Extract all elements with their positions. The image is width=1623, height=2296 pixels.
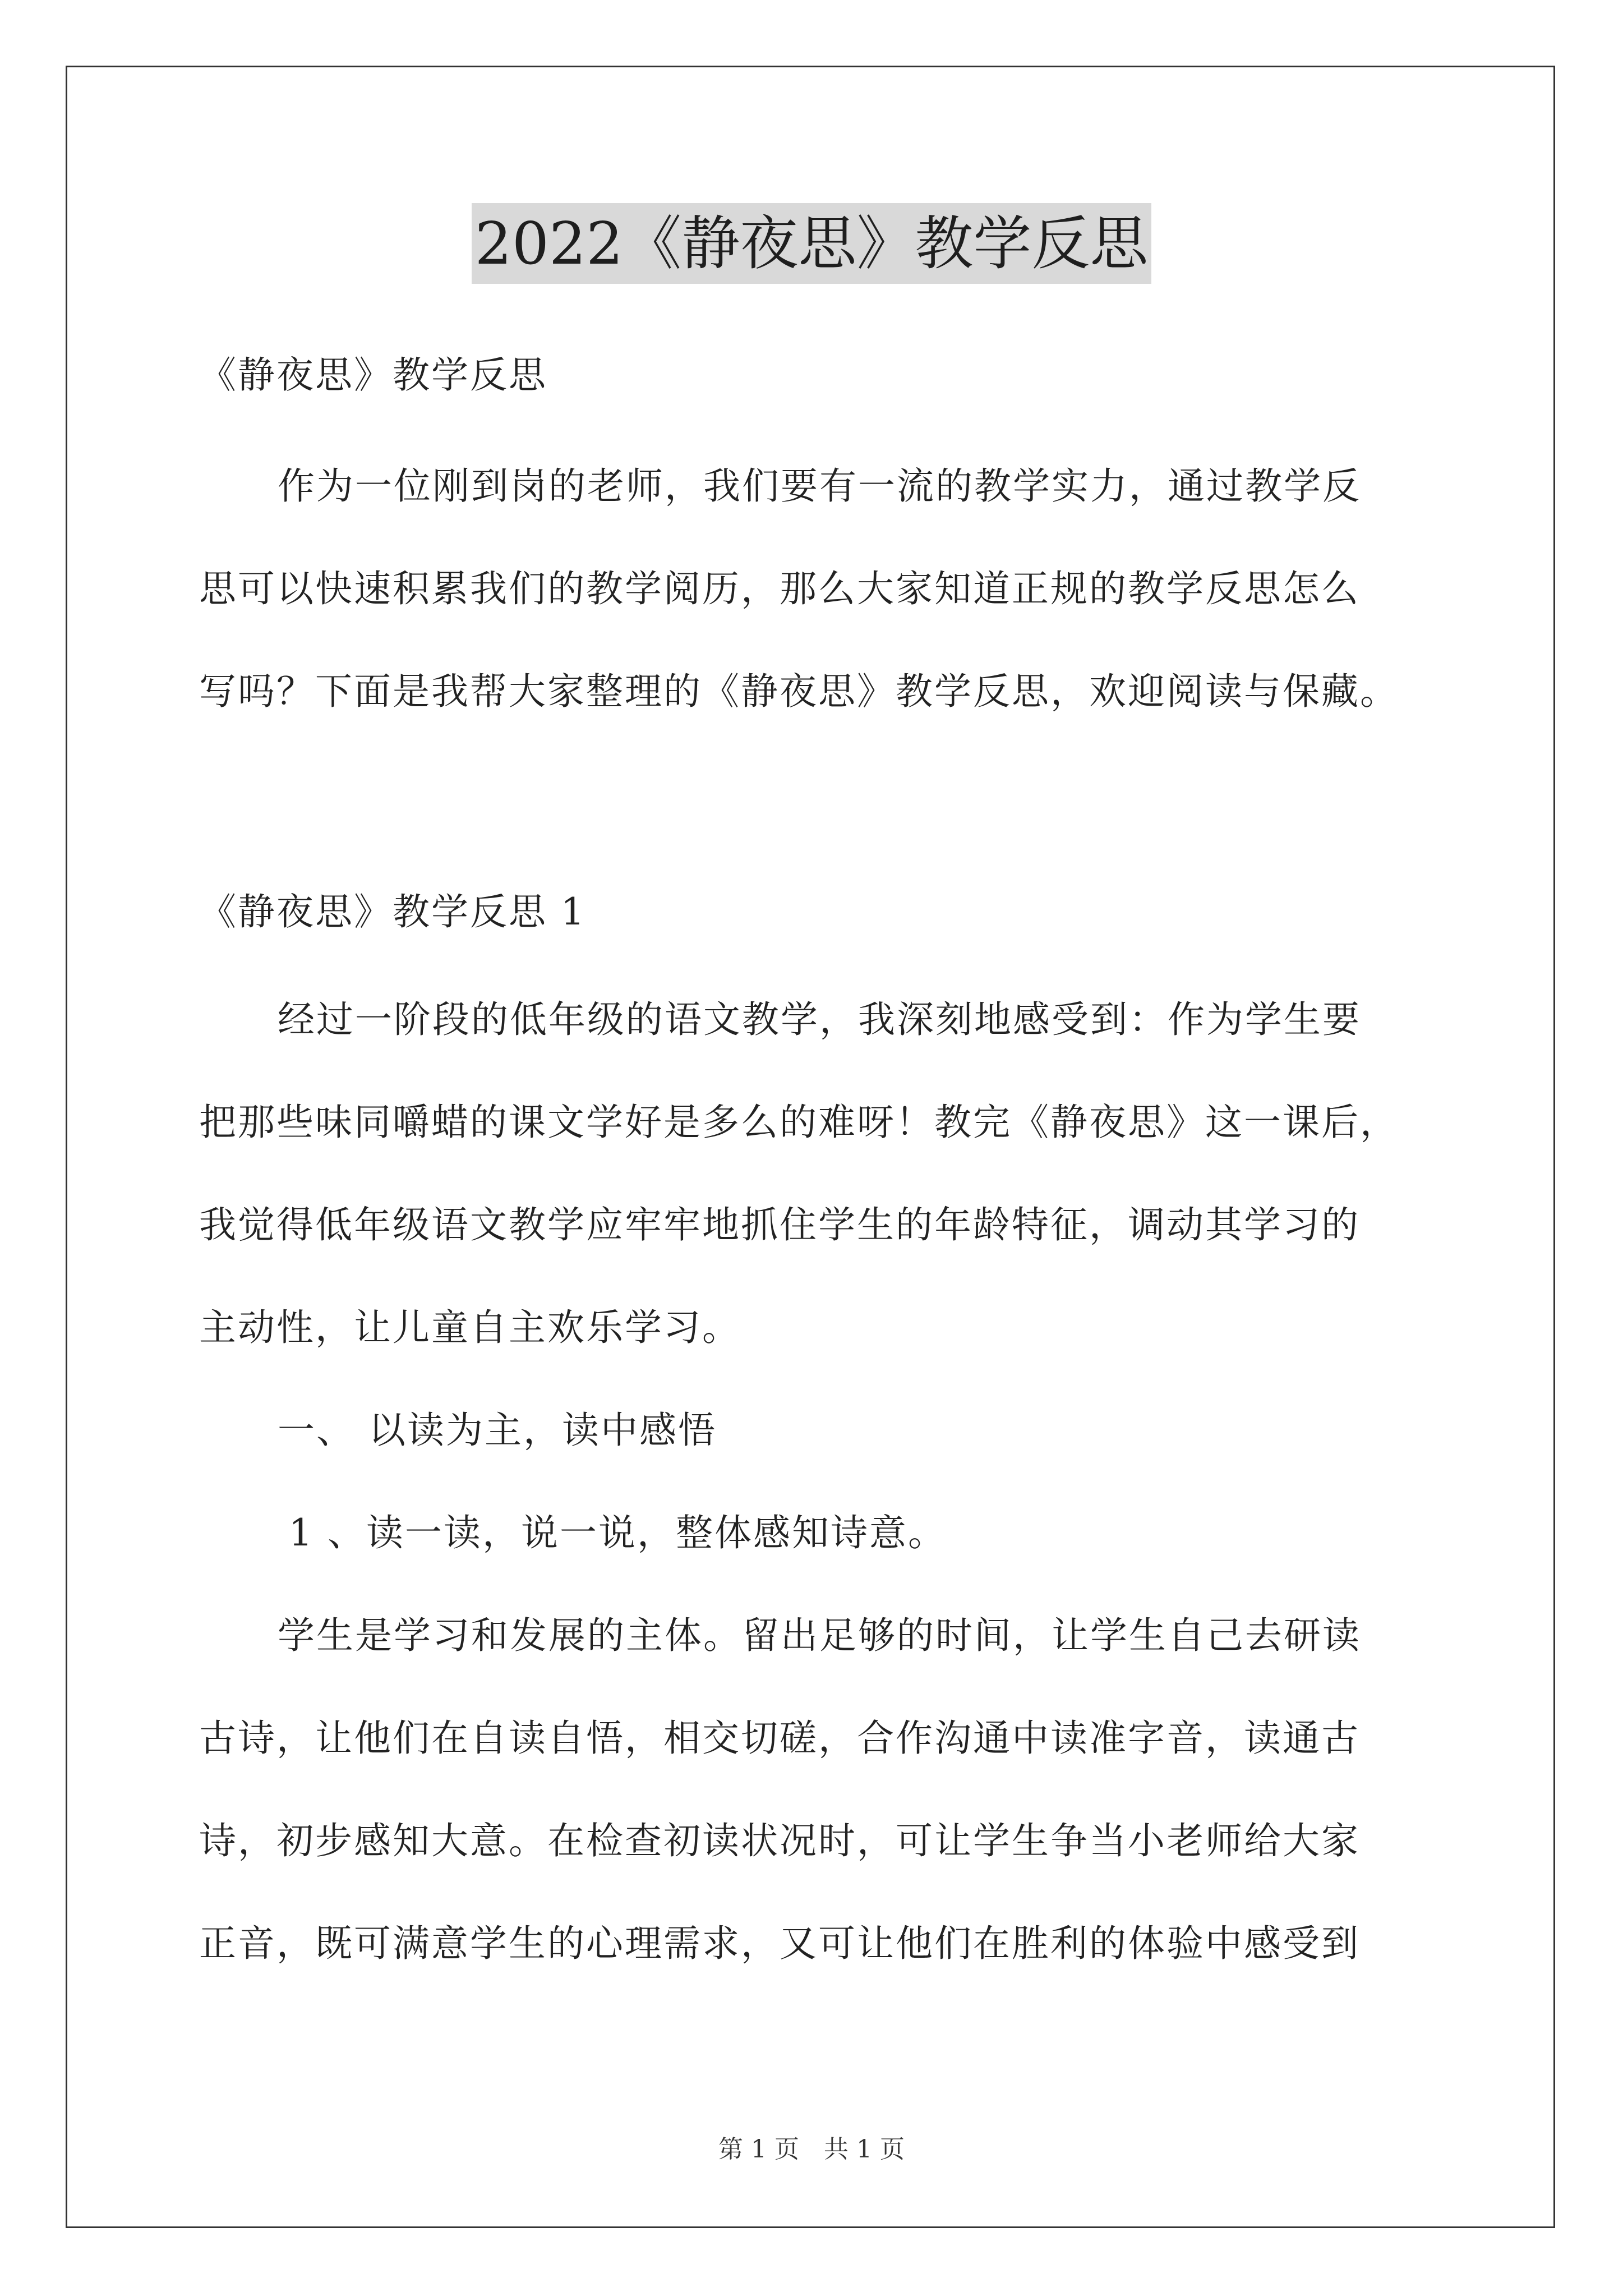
paragraph-line: 主动性，让儿童自主欢乐学习。 <box>199 1306 741 1349</box>
paragraph-line: 诗，初步感知大意。在检查初读状况时，可让学生争当小老师给大家 <box>199 1819 1360 1862</box>
section-heading: 《静夜思》教学反思 1 <box>199 890 586 933</box>
paragraph-line: 学生是学习和发展的主体。留出足够的时间，让学生自己去研读 <box>278 1614 1361 1657</box>
page-footer: 第 1 页 共 1 页 <box>718 2135 905 2164</box>
subtitle-line: 《静夜思》教学反思 <box>199 353 547 397</box>
paragraph-line: 写吗？下面是我帮大家整理的《静夜思》教学反思，欢迎阅读与保藏。 <box>199 670 1399 713</box>
paragraph-line: 我觉得低年级语文教学应牢牢地抓住学生的年龄特征，调动其学习的 <box>199 1203 1360 1246</box>
paragraph-line: 把那些味同嚼蜡的课文学好是多么的难呀！教完《静夜思》这一课后， <box>199 1101 1399 1144</box>
title-container <box>0 203 1623 284</box>
paragraph-line: 古诗，让他们在自读自悟，相交切磋，合作沟通中读准字音，读通古 <box>199 1717 1360 1760</box>
paragraph-line: 经过一阶段的低年级的语文教学，我深刻地感受到：作为学生要 <box>278 998 1361 1041</box>
paragraph-line: 思可以快速积累我们的教学阅历，那么大家知道正规的教学反思怎么 <box>199 567 1360 610</box>
paragraph-line: 作为一位刚到岗的老师，我们要有一流的教学实力，通过教学反 <box>278 464 1361 508</box>
subsection-heading: 一、 以读为主，读中感悟 <box>278 1409 717 1452</box>
numbered-heading: 1 、读一读，说一说，整体感知诗意。 <box>289 1511 947 1554</box>
document-title: 2022《静夜思》教学反思 <box>472 203 1152 284</box>
paragraph-line: 正音，既可满意学生的心理需求，又可让他们在胜利的体验中感受到 <box>199 1922 1360 1965</box>
